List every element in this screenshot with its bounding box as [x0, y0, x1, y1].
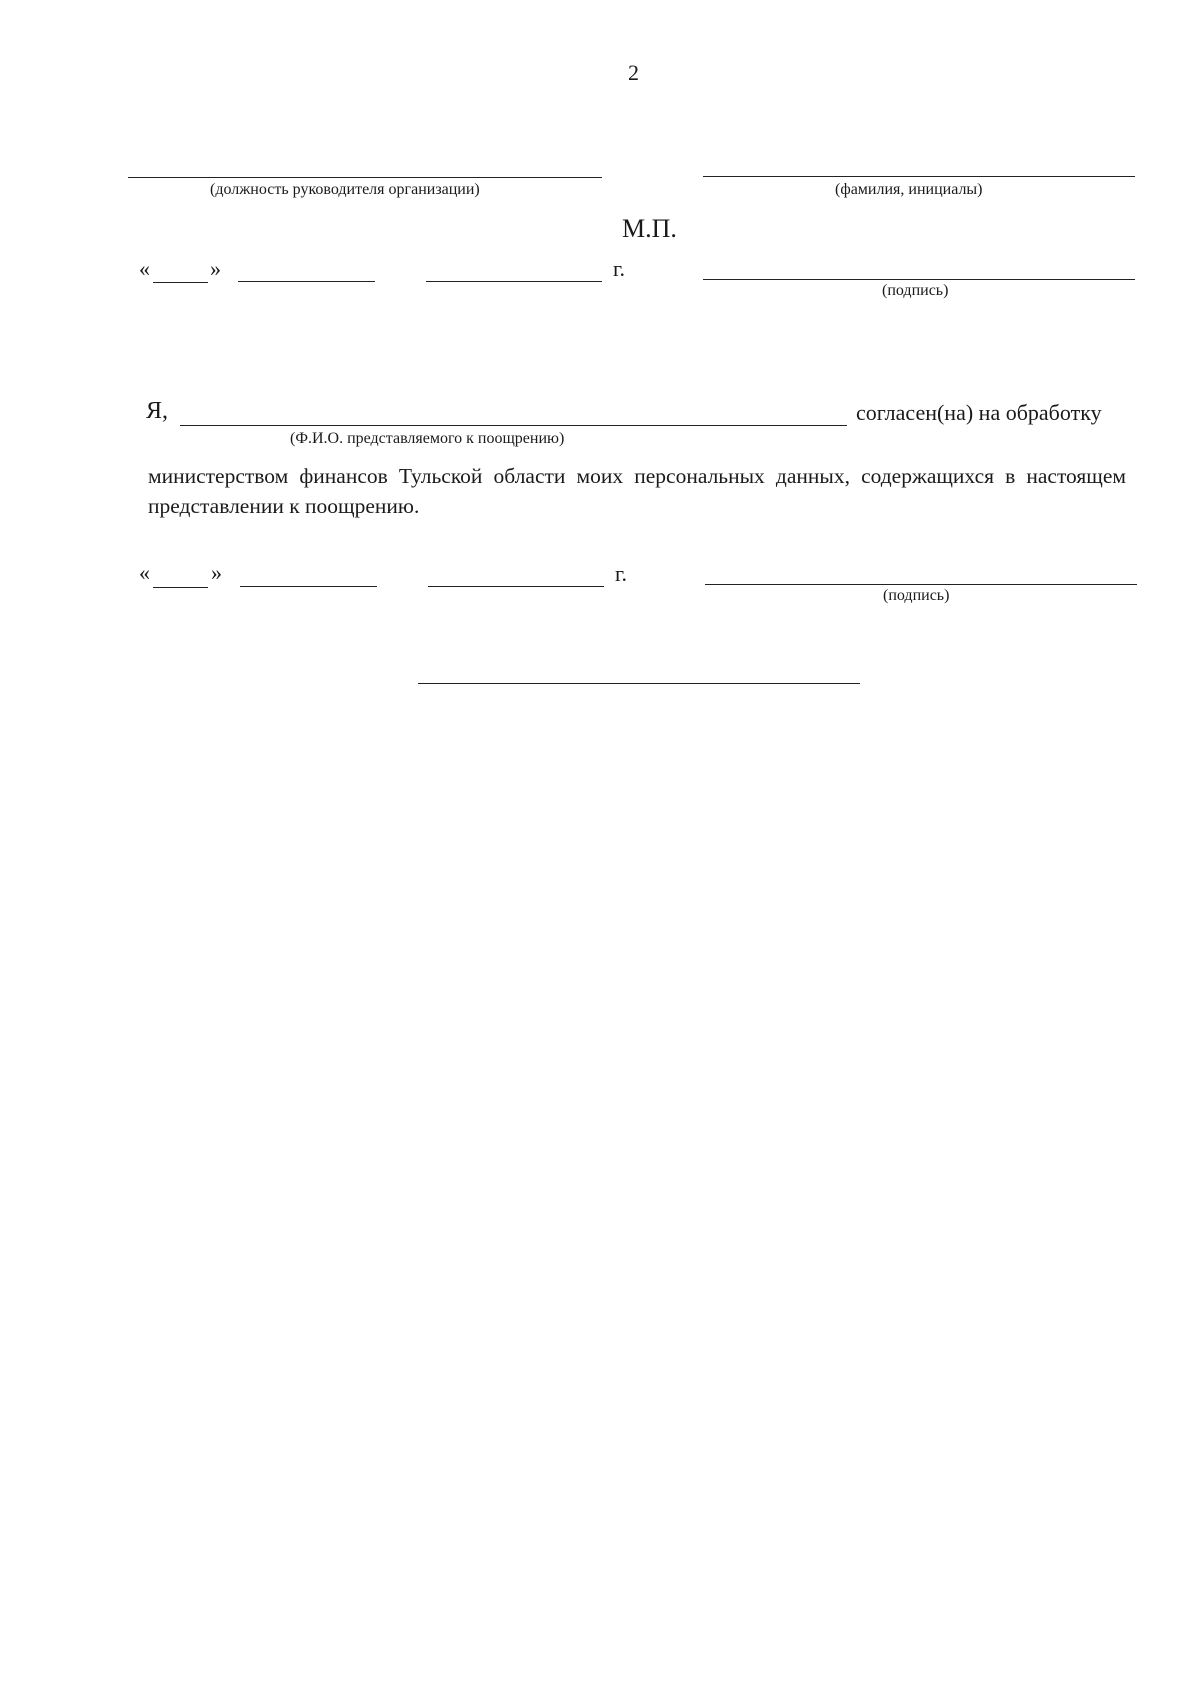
consent-month-line: [240, 586, 377, 587]
consent-prefix: Я,: [146, 398, 169, 424]
date-open-quote: «: [139, 256, 150, 281]
name-caption: (фамилия, инициалы): [835, 181, 983, 198]
consent-year-suffix: г.: [615, 561, 628, 586]
consent-suffix: согласен(на) на обработку: [856, 400, 1102, 425]
month-line: [238, 281, 375, 282]
date-close-quote: »: [210, 256, 221, 281]
year-suffix: г.: [613, 256, 626, 281]
name-line: [703, 176, 1135, 177]
year-line: [426, 281, 602, 282]
position-line: [128, 177, 602, 178]
consent-name-line: [180, 425, 847, 426]
consent-year-line: [428, 586, 604, 587]
consent-name-caption: (Ф.И.О. представляемого к поощрению): [290, 430, 565, 447]
consent-signature-caption: (подпись): [883, 587, 950, 604]
day-line: [153, 282, 208, 283]
page-number: 2: [628, 60, 639, 85]
signature-caption: (подпись): [882, 282, 949, 299]
consent-signature-line: [705, 584, 1137, 585]
consent-date-close-quote: »: [211, 560, 222, 585]
consent-date-open-quote: «: [139, 560, 150, 585]
signature-line: [703, 279, 1135, 280]
stamp-label: М.П.: [622, 214, 677, 243]
position-caption: (должность руководителя организации): [210, 181, 480, 198]
end-divider: [418, 683, 860, 684]
consent-text: министерством финансов Тульской области моих персональных данных, содержащихся в настоящем представлении к поощрению.: [148, 464, 1126, 518]
consent-day-line: [153, 587, 208, 588]
